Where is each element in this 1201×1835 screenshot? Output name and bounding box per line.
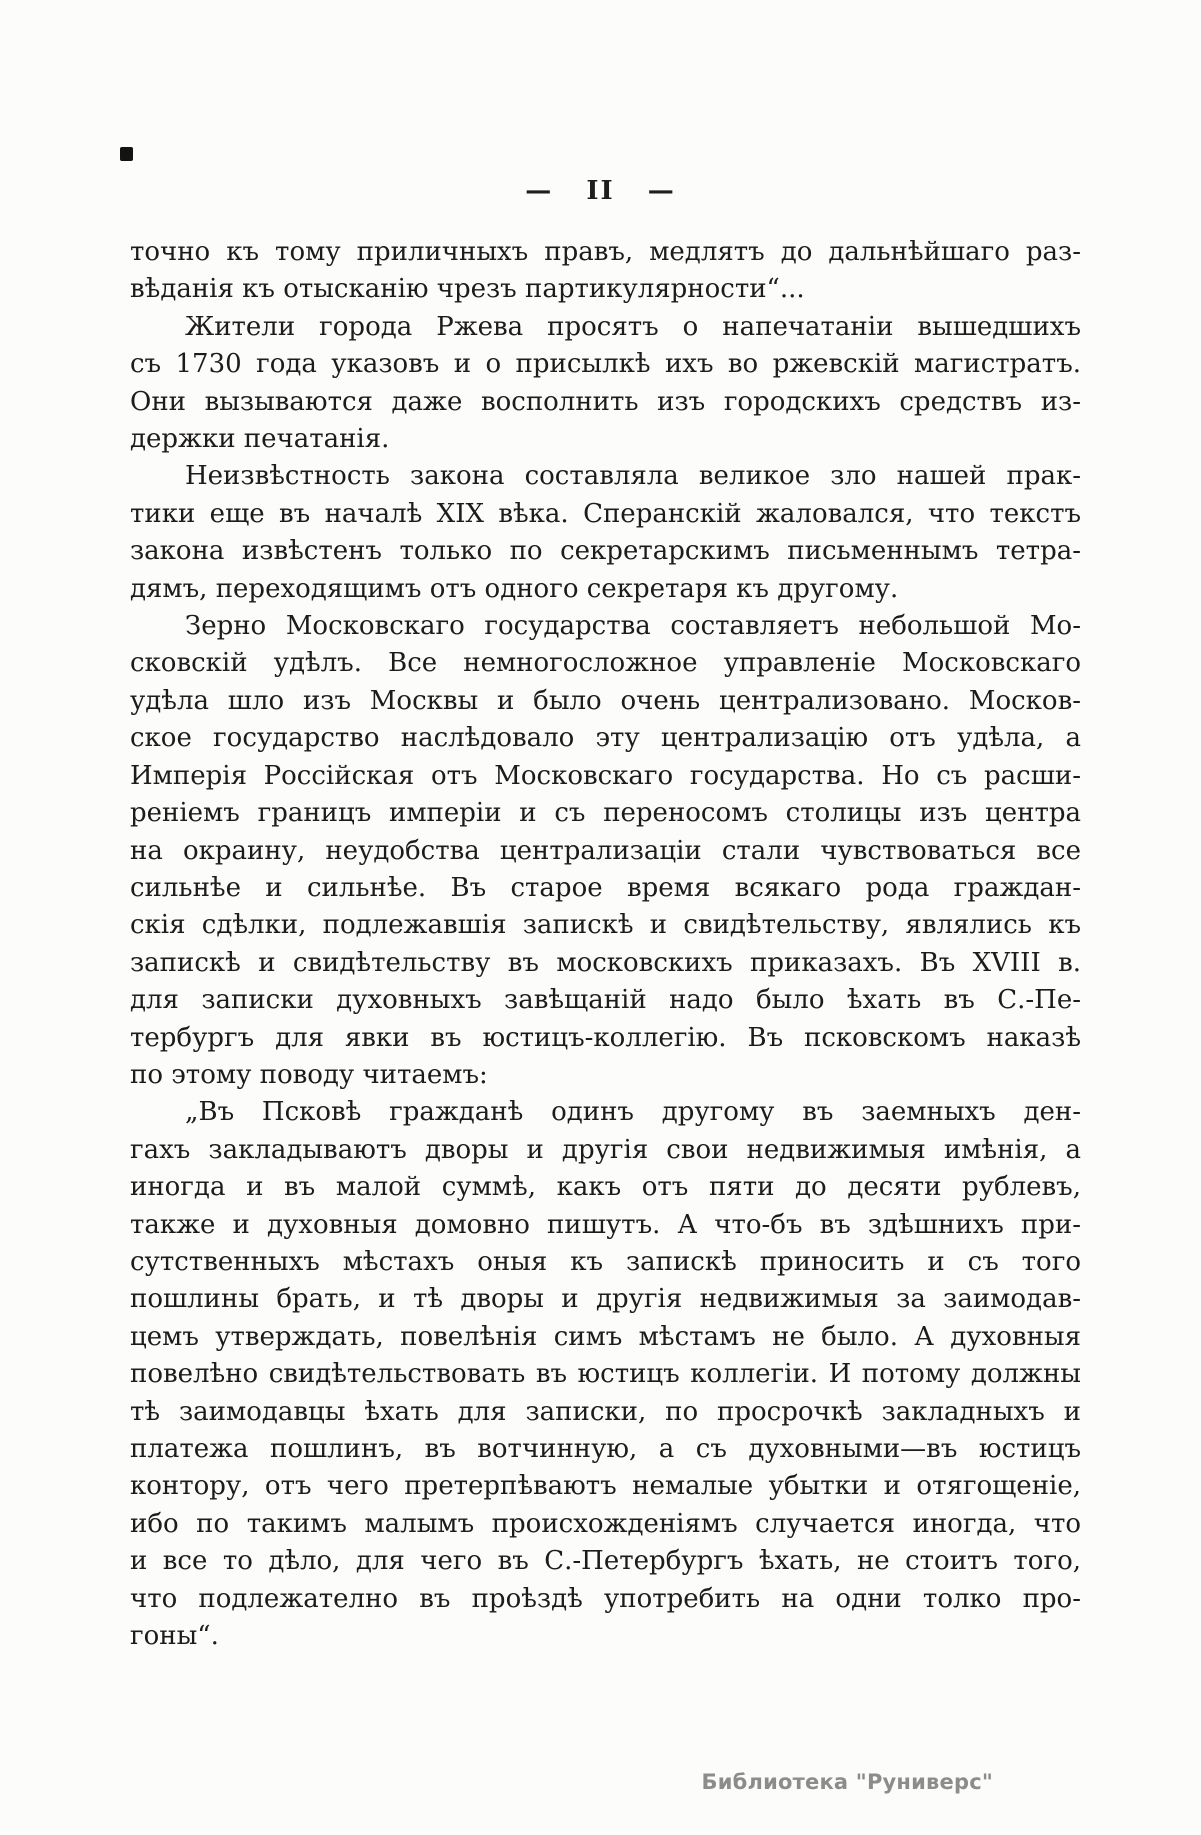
text-line: сильнѣе и сильнѣе. Въ старое время всякаго рода граждан- — [130, 872, 1081, 903]
text-line: платежа пошлинъ, въ вотчинную, а съ духовными—въ юстицъ — [130, 1434, 1081, 1464]
text-line: вѣданія къ отысканію чрезъ партикулярности“... — [130, 274, 805, 305]
text-line: иногда и въ малой суммѣ, какъ отъ пяти до десяти рублевъ, — [130, 1172, 1081, 1203]
text-line: гоны“. — [130, 1621, 219, 1652]
scan-artifact — [120, 147, 133, 161]
text-line: тѣ заимодавцы ѣхать для записки, по просрочкѣ закладныхъ и — [130, 1396, 1081, 1427]
text-line: закона извѣстенъ только по секретарскимъ письменнымъ тетра- — [130, 536, 1081, 567]
text-line: цемъ утверждать, повелѣнія симъ мѣстамъ не было. А духовныя — [130, 1321, 1081, 1352]
text-line: запискѣ и свидѣтельству въ московскихъ приказахъ. Въ XVIII в. — [130, 947, 1081, 978]
text-line: Зерно Московскаго государства составляетъ небольшой Мо- — [185, 611, 1081, 642]
text-line: держки печатанія. — [130, 424, 390, 455]
text-line: точно къ тому приличныхъ правъ, медлятъ до дальнѣйшаго раз- — [130, 237, 1081, 267]
text-line: скія сдѣлки, подлежавшія запискѣ и свидѣтельству, являлись къ — [130, 910, 1081, 941]
text-line: пошлины брать, и тѣ дворы и другія недвижимыя за заимодав- — [130, 1284, 1081, 1315]
text-line: для записки духовныхъ завѣщаній надо было ѣхать въ С.-Пе- — [130, 985, 1081, 1016]
text-line: „Въ Псковѣ гражданѣ одинъ другому въ заемныхъ ден- — [185, 1097, 1081, 1128]
body-text — [130, 234, 1081, 1655]
text-line: тербургъ для явки въ юстицъ-коллегію. Въ псковскомъ наказѣ — [130, 1022, 1081, 1053]
text-line: по этому поводу читаемъ: — [130, 1059, 488, 1090]
text-line: на окраину, неудобства централизаціи стали чувствоваться все — [130, 835, 1081, 866]
text-line: ибо по такимъ малымъ происхожденіямъ случается иногда, что — [130, 1508, 1081, 1539]
text-line: сутственныхъ мѣстахъ оныя къ запискѣ приносить и съ того — [130, 1246, 1081, 1277]
text-line: повелѣно свидѣтельствовать въ юстицъ коллегіи. И потому должны — [130, 1359, 1081, 1390]
text-line: тики еще въ началѣ XIX вѣка. Сперанскій жаловался, что текстъ — [130, 498, 1081, 529]
text-line: съ 1730 года указовъ и о присылкѣ ихъ во ржевскій магистратъ. — [130, 349, 1081, 380]
text-line: Жители города Ржева просятъ о напечатаніи вышедшихъ — [185, 311, 1081, 342]
text-line: что подлежателно въ проѣздѣ употребить на одни толко про- — [130, 1583, 1081, 1614]
text-line: Неизвѣстность закона составляла великое зло нашей прак- — [185, 461, 1081, 492]
text-line: контору, отъ чего претерпѣваютъ немалые убытки и отягощеніе, — [130, 1471, 1081, 1502]
text-line: Они вызываются даже восполнить изъ городскихъ средствъ из- — [130, 386, 1081, 417]
text-line: Имперія Россійская отъ Московскаго государства. Но съ расши- — [130, 760, 1081, 791]
text-line: также и духовныя домовно пишутъ. А что-бъ въ здѣшнихъ при- — [130, 1209, 1081, 1240]
text-line: и все то дѣло, для чего въ С.-Петербургъ ѣхать, не стоитъ того, — [130, 1546, 1081, 1577]
text-line: дямъ, переходящимъ отъ одного секретаря къ другому. — [130, 573, 899, 604]
page-number: — II — — [525, 176, 676, 206]
text-line: удѣла шло изъ Москвы и было очень централизовано. Москов- — [130, 685, 1081, 716]
watermark: Библиотека "Руниверс" — [701, 1770, 993, 1794]
text-line: ское государство наслѣдовало эту централизацію отъ удѣла, а — [130, 723, 1081, 754]
text-line: гахъ закладываютъ дворы и другія свои недвижимыя имѣнія, а — [130, 1134, 1081, 1165]
text-line: сковскій удѣлъ. Все немногосложное управленіе Московскаго — [130, 648, 1081, 679]
text-line: реніемъ границъ имперіи и съ переносомъ столицы изъ центра — [130, 798, 1081, 829]
